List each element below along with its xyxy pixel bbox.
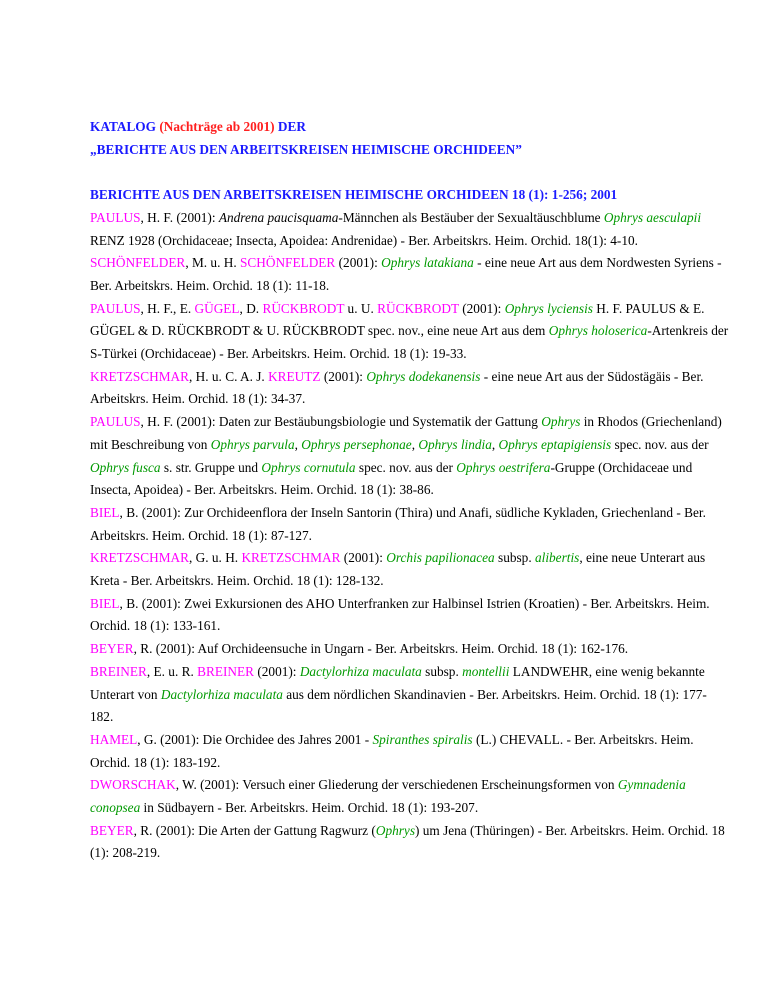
species-name: Ophrys dodekanensis <box>366 368 481 384</box>
species-name: Ophrys eptapigiensis <box>498 436 612 452</box>
author-name: BIEL <box>90 595 120 611</box>
entry-text: aus dem nördlichen Skandinavien - Ber. Arbeitskrs. Heim. Orchid. 18 (1): 177-182. <box>90 686 707 725</box>
catalog-entry <box>90 502 730 547</box>
species-name: Ophrys lyciensis <box>504 300 593 316</box>
species-name: Ophrys latakiana <box>381 255 474 271</box>
species-name: Dactylorhiza maculata <box>160 686 283 702</box>
entry-text: , R. (2001): Auf Orchideensuche in Ungarn - Ber. Arbeitskrs. Heim. Orchid. 18 (1): 162-176. <box>133 641 629 657</box>
entry-text: spec. nov. aus der <box>355 459 457 475</box>
entry-text: , H. F. (2001): Daten zur Bestäubungsbiologie und Systematik der Gattung <box>140 414 542 430</box>
author-name: HAMEL <box>90 731 138 747</box>
species-name: Ophrys aesculapii <box>603 209 702 225</box>
author-name: KRETZSCHMAR <box>90 550 189 566</box>
author-name: BIEL <box>90 504 120 520</box>
entry-text: -Männchen als Bestäuber der Sexualtäuschblume <box>338 209 604 225</box>
author-name: BEYER <box>90 641 134 657</box>
catalog-entry <box>90 298 730 366</box>
entry-text: LANDWEHR, eine wenig bekannte Unterart von <box>90 663 705 702</box>
species-name: Ophrys lindia <box>418 436 492 452</box>
author-name: KRETZSCHMAR <box>241 550 341 566</box>
species-name: Orchis papilionacea <box>386 550 495 566</box>
author-name: PAULUS <box>90 414 141 430</box>
entry-text: in Rhodos (Griechenland) mit Beschreibung von <box>90 414 722 452</box>
catalog-title-supplement: (Nachträge ab 2001) <box>159 119 275 134</box>
author-name: BREINER <box>197 663 255 679</box>
entry-text: - eine neue Art aus dem Nordwesten Syriens - Ber. Arbeitskrs. Heim. Orchid. 18 (1): 11-18. <box>90 255 722 293</box>
entry-text: , H. F., E. <box>140 300 195 316</box>
catalog-subtitle: „BERICHTE AUS DEN ARBEITSKREISEN HEIMISCHE ORCHIDEEN” <box>90 141 522 157</box>
entry-text: -Artenkreis der S-Türkei (Orchidaceae) - Ber. Arbeitskrs. Heim. Orchid. 18 (1): 19-33. <box>90 323 729 362</box>
species-name: Ophrys <box>541 414 581 430</box>
catalog-entry <box>90 366 730 411</box>
catalog-entry <box>90 593 730 638</box>
entry-text: H. F. PAULUS & E. GÜGEL & D. RÜCKBRODT & U. RÜCKBRODT spec. nov., eine neue Art aus dem <box>90 300 705 339</box>
catalog-entry <box>90 411 730 502</box>
catalog-title <box>90 116 730 139</box>
author-name: GÜGEL <box>194 300 240 316</box>
entry-text: s. str. Gruppe und <box>160 459 262 475</box>
spacer <box>90 161 730 184</box>
entry-text: (2001): <box>254 663 300 679</box>
entry-list <box>90 207 730 865</box>
entry-text: , B. (2001): Zur Orchideenflora der Inseln Santorin (Thira) und Anafi, südliche Kykladen, Griechenland - Ber. Arbeitskrs. Heim. Orchid. 18 (1): 87-127. <box>90 504 706 543</box>
species-name: montellii <box>462 663 510 679</box>
species-name: Ophrys cornutula <box>261 459 356 475</box>
entry-text: , <box>491 436 499 452</box>
catalog-entry <box>90 661 730 729</box>
entry-text: , G. (2001): Die Orchidee des Jahres 2001 - <box>137 731 373 747</box>
entry-text: , M. u. H. <box>185 255 240 271</box>
entry-text: spec. nov. aus der <box>611 436 709 452</box>
catalog-entry <box>90 774 730 819</box>
species-name: alibertis <box>534 550 580 566</box>
entry-text: , H. u. C. A. J. <box>189 368 269 384</box>
catalog-entry <box>90 207 730 252</box>
author-name: PAULUS <box>90 209 141 225</box>
entry-text: , E. u. R. <box>146 663 198 679</box>
entry-text: , W. (2001): Versuch einer Gliederung der verschiedenen Erscheinungsformen von <box>175 777 618 793</box>
entry-text: (L.) CHEVALL. - Ber. Arbeitskrs. Heim. Orchid. 18 (1): 183-192. <box>90 731 694 770</box>
species-name: Spiranthes spiralis <box>372 731 473 747</box>
species-name: Ophrys <box>375 822 415 838</box>
species-name: Ophrys fusca <box>90 459 161 475</box>
catalog-title-suffix: DER <box>274 119 306 134</box>
species-name: Ophrys holoserica <box>548 323 648 339</box>
catalog-entry <box>90 252 730 297</box>
entry-text: , <box>411 436 419 452</box>
author-name: KREUTZ <box>268 368 321 384</box>
species-name: Ophrys oestrifera <box>456 459 551 475</box>
entry-text: in Südbayern - Ber. Arbeitskrs. Heim. Orchid. 18 (1): 193-207. <box>140 800 479 816</box>
author-name: RÜCKBRODT <box>377 300 459 316</box>
entry-text: , G. u. H. <box>189 550 242 566</box>
author-name: SCHÖNFELDER <box>239 255 336 271</box>
catalog-page <box>90 116 730 865</box>
entry-text: ) um Jena (Thüringen) - Ber. Arbeitskrs. Heim. Orchid. 18 (1): 208-219. <box>90 822 725 861</box>
author-name: RÜCKBRODT <box>262 300 345 316</box>
entry-text: (2001): <box>340 550 387 566</box>
entry-text: u. U. <box>344 300 378 316</box>
author-name: BREINER <box>90 663 147 679</box>
catalog-entry <box>90 729 730 774</box>
entry-text: RENZ 1928 (Orchidaceae; Insecta, Apoidea: Andrenidae) - Ber. Arbeitskrs. Heim. Orchid. 18(1): 4-10. <box>90 232 638 248</box>
entry-text: (2001): <box>335 255 382 271</box>
entry-text: , R. (2001): Die Arten der Gattung Ragwurz ( <box>133 822 376 838</box>
species-name: Gymnadenia conopsea <box>90 777 686 816</box>
author-name: SCHÖNFELDER <box>90 255 186 271</box>
species-name: Ophrys persephonae <box>301 436 412 452</box>
entry-text: -Gruppe (Orchidaceae und Insecta, Apoidea) - Ber. Arbeitskrs. Heim. Orchid. 18 (1): 38-86. <box>90 459 693 498</box>
entry-text: - eine neue Art aus der Südostägäis - Ber. Arbeitskrs. Heim. Orchid. 18 (1): 34-37. <box>90 368 704 407</box>
catalog-entry <box>90 820 730 865</box>
author-name: PAULUS <box>90 300 141 316</box>
entry-text: , H. F. (2001): <box>140 209 219 225</box>
taxon-name: Andrena paucisquama <box>218 209 339 225</box>
author-name: BEYER <box>90 822 134 838</box>
entry-text: subsp. <box>421 663 463 679</box>
species-name: Ophrys parvula <box>210 436 295 452</box>
entry-text: , D. <box>239 300 263 316</box>
section-heading: BERICHTE AUS DEN ARBEITSKREISEN HEIMISCHE ORCHIDEEN 18 (1): 1-256; 2001 <box>90 187 618 203</box>
author-name: DWORSCHAK <box>90 777 176 793</box>
entry-text: , <box>294 436 302 452</box>
author-name: KRETZSCHMAR <box>90 368 189 384</box>
entry-text: (2001): <box>320 368 367 384</box>
entry-text: , eine neue Unterart aus Kreta - Ber. Arbeitskrs. Heim. Orchid. 18 (1): 128-132. <box>90 550 706 589</box>
catalog-entry <box>90 638 730 661</box>
catalog-title-prefix: KATALOG <box>90 119 160 134</box>
catalog-entry <box>90 547 730 592</box>
entry-text: , B. (2001): Zwei Exkursionen des AHO Unterfranken zur Halbinsel Istrien (Kroatien) - Ber. Arbeitskrs. Heim. Orchid. 18 (1): 133-161. <box>90 595 710 634</box>
species-name: Dactylorhiza maculata <box>299 663 422 679</box>
entry-text: subsp. <box>494 550 535 566</box>
entry-text: (2001): <box>458 300 505 316</box>
